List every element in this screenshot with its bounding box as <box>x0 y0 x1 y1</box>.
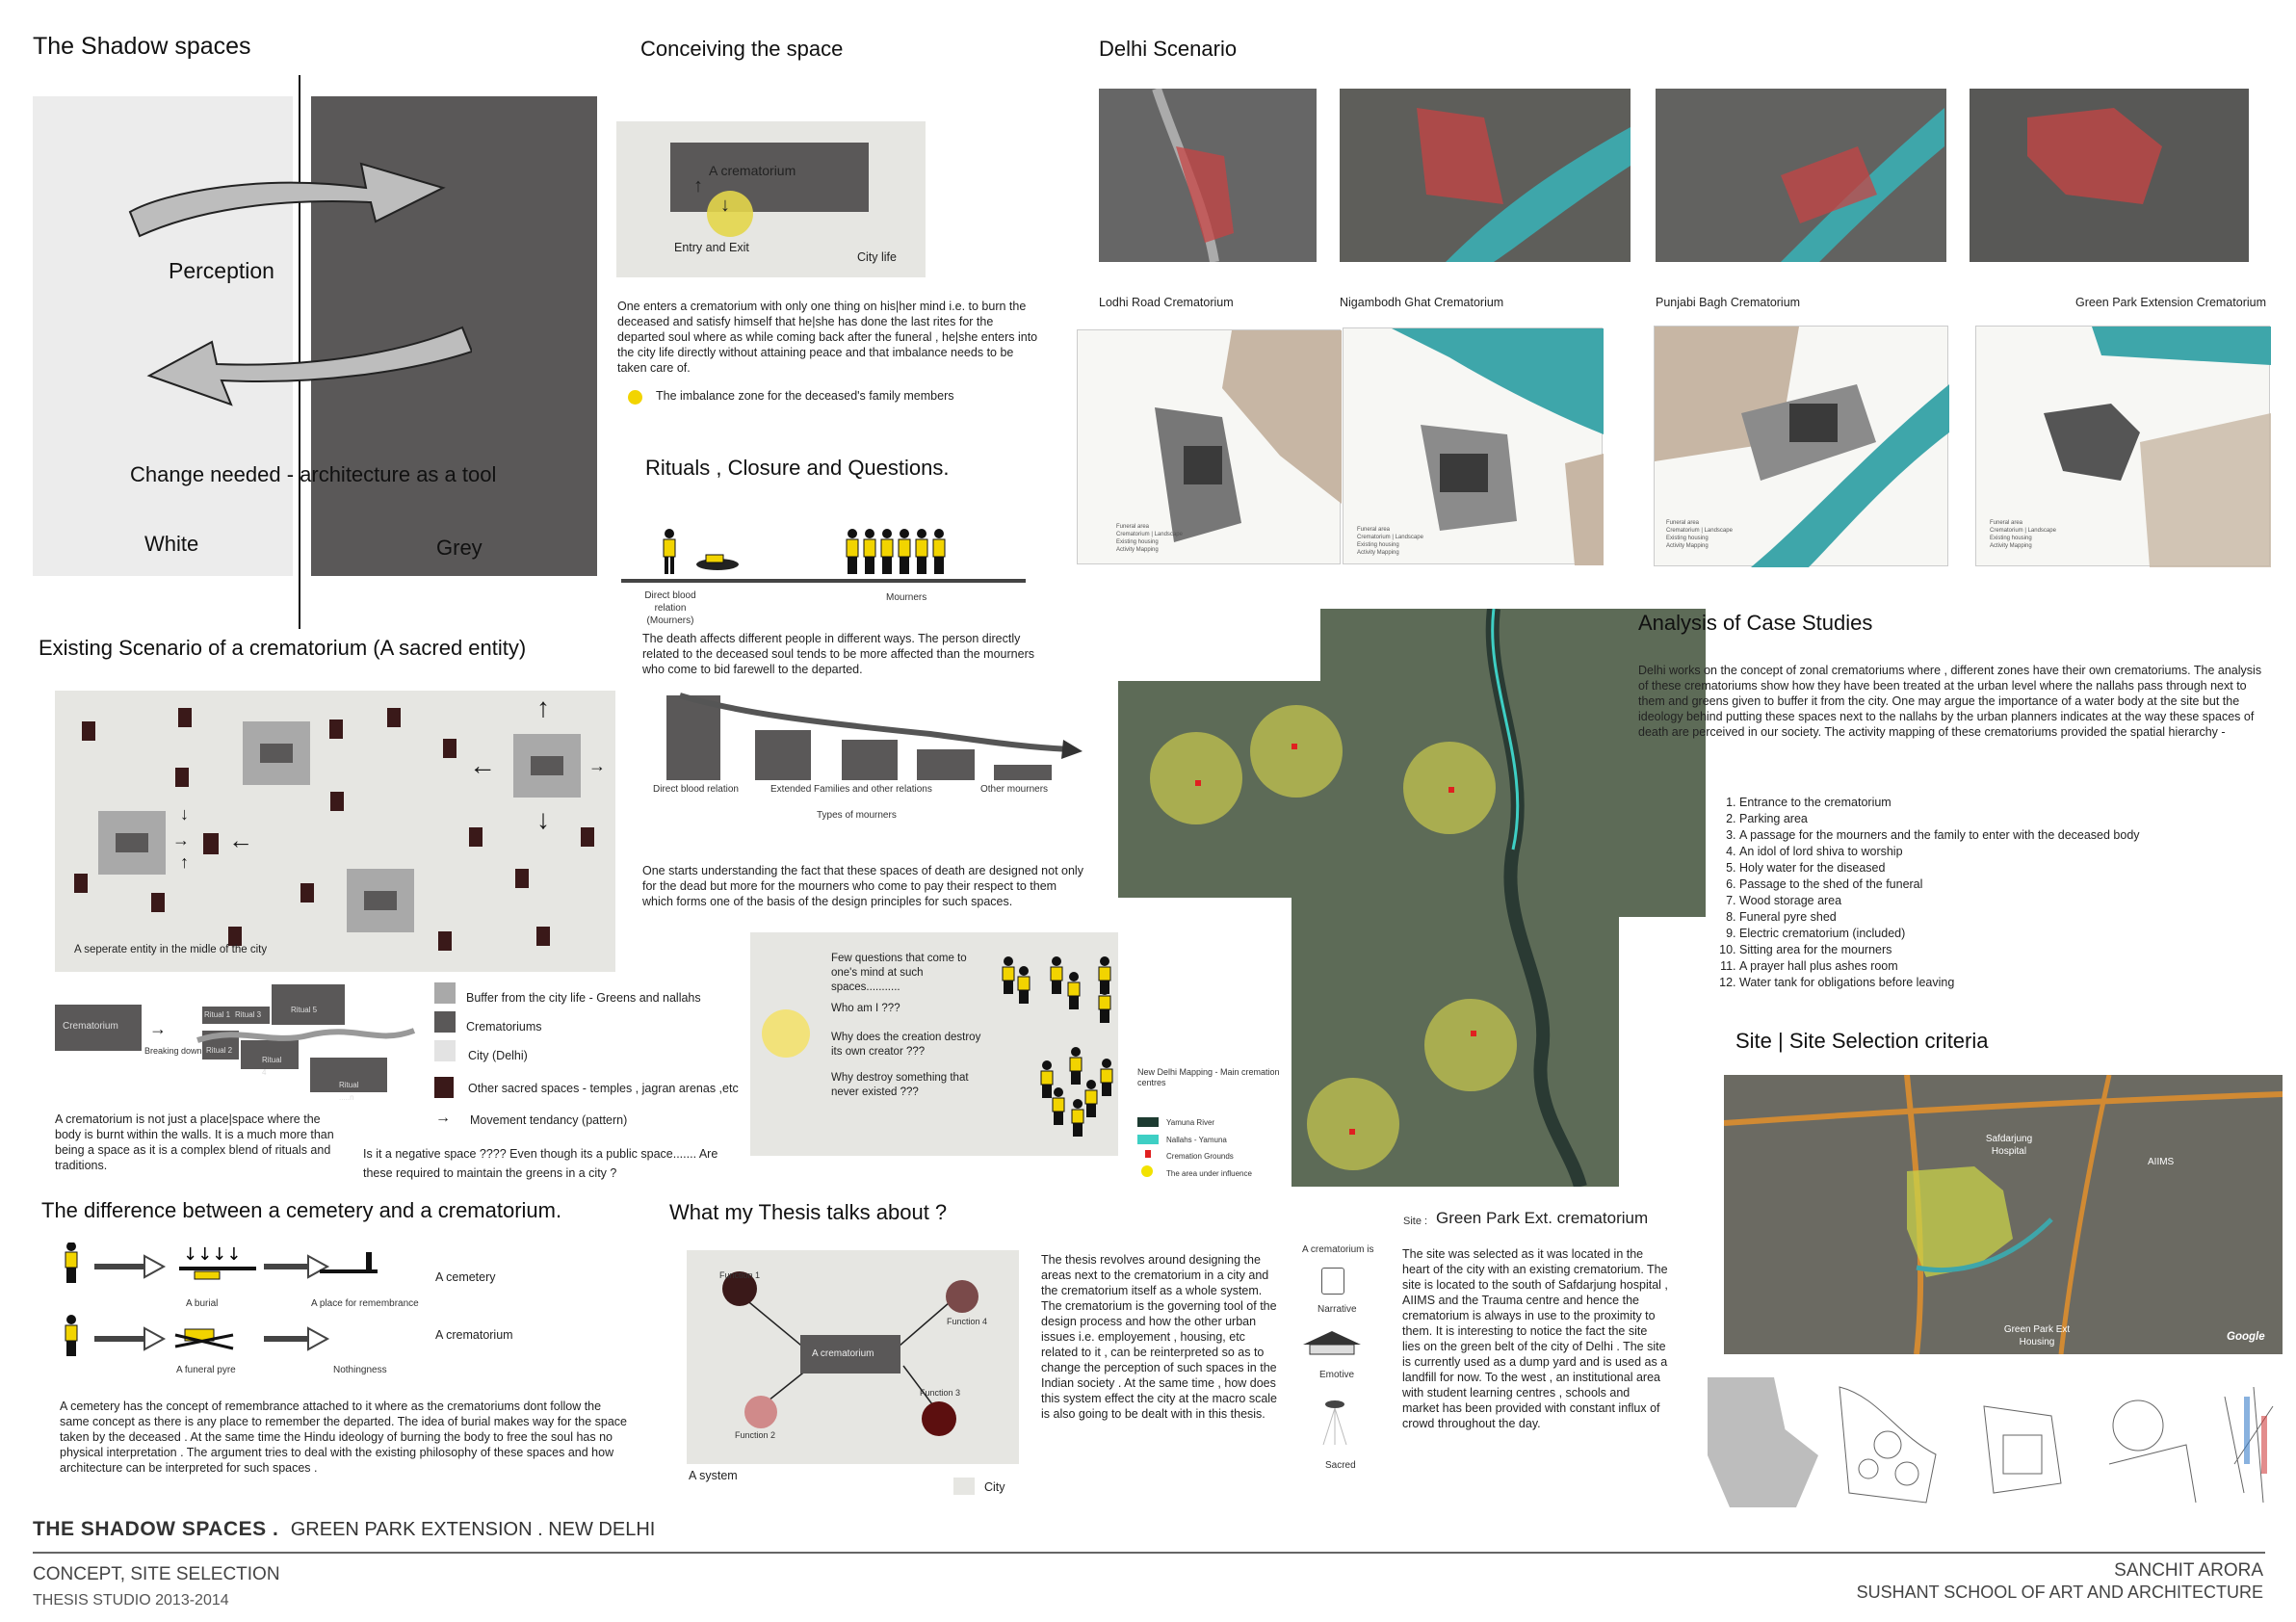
nothingness-label: Nothingness <box>333 1365 387 1375</box>
legend-dot <box>628 390 642 405</box>
google-watermark: Google <box>2227 1331 2265 1343</box>
list-item: 12. Water tank for obligations before leaving <box>1739 975 2257 991</box>
caption-punjabi: Punjabi Bagh Crematorium <box>1656 296 1801 309</box>
lodhi-map-legend: Funeral area Crematorium | Landscape Existing housing Activity Mapping <box>1116 524 1183 553</box>
questions-panel <box>750 932 1145 1156</box>
pyre-label: A funeral pyre <box>176 1365 236 1375</box>
exit-arrow-icon: ↓ <box>720 195 730 216</box>
delhi-title: Delhi Scenario <box>1099 37 1238 61</box>
list-item: 6. Passage to the shed of the funeral <box>1739 876 2257 893</box>
question-2: Why does the creation destroy its own creator ??? <box>831 1032 981 1058</box>
bar-label-other: Other mourners <box>980 784 1049 795</box>
legend-sacred: Other sacred spaces - temples , jagran arenas ,etc <box>468 1082 739 1095</box>
conceive-title: Conceiving the space <box>640 37 844 61</box>
entry-arrow-icon: ↑ <box>693 175 703 196</box>
function-1-label: Function 1 <box>719 1270 761 1280</box>
list-item: 3. A passage for the mourners and the family to enter with the deceased body <box>1739 827 2257 844</box>
outward-arrow-right-icon: → <box>588 756 606 775</box>
system-label: A system <box>689 1469 738 1482</box>
legend-buffer: Buffer from the city life - Greens and nallahs <box>466 991 701 1005</box>
housing-label: Green Park Ext Housing <box>2003 1324 2071 1347</box>
bar-label-direct: Direct blood relation <box>653 784 739 795</box>
rituals-paragraph: The death affects different people in different ways. The person directly related to the deceased soul tends to be more affected than the mourners who come to bid farewell to the departed. <box>642 632 1034 676</box>
inward-arrow-right-icon: → <box>172 830 190 850</box>
legend-nallahs: Nallahs - Yamuna <box>1166 1136 1227 1144</box>
outward-arrow-up-icon: ↑ <box>536 693 550 722</box>
burial-label: A burial <box>186 1298 219 1309</box>
conceive-paragraph: One enters a crematorium with only one thing on his|her mind i.e. to burn the deceased and satisfy himself that he|she has done the last rites for the departed soul where as while coming back after the funeral , he|she enters into the city life directly without attaining peace and that imbalance needs to be taken care of. <box>617 300 1038 375</box>
direct-relation-label: Direct blood relation (Mourners) <box>644 590 696 626</box>
crematorium-block-label: Crematorium <box>63 1021 118 1032</box>
legend-swatch-crematoriums <box>434 1011 456 1033</box>
breaking-arrow-icon: → <box>149 1019 167 1038</box>
sacred-icon <box>1316 1397 1354 1454</box>
analysis-paragraph: Delhi works on the concept of zonal crematoriums where , different zones have their own crematoriums. The analysis of these crematoriums show how they have been treated at the urban level where the nallahs pass through next to them and greens given to buffer it from the city. One may argue the importance of a water body at the site but the ideology behind putting these spaces next to the nallahs by the urban planners indicates at the way these spaces of death are perceived in our society. The activity mapping of these crematoriums provided the spatial hierarchy - <box>1638 664 2262 739</box>
imbalance-zone <box>707 191 753 237</box>
perception-label: Perception <box>169 258 274 283</box>
footer-title-row <box>33 1518 655 1541</box>
list-item: 1. Entrance to the crematorium <box>1739 795 2257 811</box>
questions-intro: Few questions that come to one's mind at such spaces........... <box>831 953 967 993</box>
site-title: Site | Site Selection criteria <box>1735 1029 1989 1053</box>
analysis-title: Analysis of Case Studies <box>1638 611 1873 635</box>
punjabi-map-legend: Funeral area Crematorium | Landscape Existing housing Activity Mapping <box>1666 520 1733 549</box>
system-core <box>800 1335 900 1373</box>
system-diagram <box>687 1250 1019 1482</box>
difference-paragraph: A cemetery has the concept of remembrance attached to it where as the crematoriums dont follow the same concept as there is any place to remember the departed. The idea of burial makes way for the space taken by the deceased . At the same time the Hindu ideology of burning the body to free the soul has no physical interpretation . The argument tries to deal with the existing philosophy of these spaces and how architecture can be interpreted for such spaces . <box>60 1400 627 1475</box>
map-punjabi <box>1654 326 1948 566</box>
outward-arrow-left-icon: ← <box>469 750 496 780</box>
caption-greenpark: Green Park Extension Crematorium <box>2075 296 2266 309</box>
rituals-title: Rituals , Closure and Questions. <box>645 456 950 480</box>
imbalance-legend: The imbalance zone for the deceased's family members <box>656 389 954 403</box>
list-item: 7. Wood storage area <box>1739 893 2257 909</box>
aiims-label: AIIMS <box>2148 1157 2175 1167</box>
svg-text:↓↓↓↓: ↓↓↓↓ <box>183 1244 242 1265</box>
legend-swatch-city <box>434 1040 456 1061</box>
footer-subtitle: GREEN PARK EXTENSION . NEW DELHI <box>290 1519 656 1540</box>
footer-school: SUSHANT SCHOOL OF ART AND ARCHITECTURE <box>1856 1583 2263 1602</box>
perception-arrows <box>125 144 472 433</box>
function-2-label: Function 2 <box>735 1430 776 1440</box>
new-delhi-heading: New Delhi Mapping - Main cremation centres <box>1137 1067 1280 1087</box>
legend-crematoriums: Crematoriums <box>466 1020 542 1033</box>
existing-question: Is it a negative space ???? Even though its a public space....... Are these required to maintain the greens in a city ? <box>363 1147 718 1180</box>
crematorium-label: A crematorium <box>435 1328 513 1342</box>
spatial-hierarchy-list <box>1718 795 2257 991</box>
mourners-label: Mourners <box>886 592 927 603</box>
nigambodh-map-legend: Funeral area Crematorium | Landscape Existing housing Activity Mapping <box>1357 527 1423 556</box>
aerial-greenpark <box>1970 89 2249 262</box>
ritual-5: Ritual 5 <box>291 1006 318 1014</box>
ritual-n: Ritual .....n <box>339 1081 359 1102</box>
legend-swatch-sacred <box>434 1077 454 1098</box>
list-item: 11. A prayer hall plus ashes room <box>1739 958 2257 975</box>
rituals-paragraph-2: One starts understanding the fact that these spaces of death are designed not only for the dead but more for the mourners who come to pay their respect to them which forms one of the basis of the design principles for such spaces. <box>642 864 1083 908</box>
crematorium-block <box>55 1005 142 1051</box>
bar-axis-label: Types of mourners <box>817 810 897 821</box>
map-nigambodh <box>1343 327 1603 564</box>
site-name: Green Park Ext. crematorium <box>1436 1209 1649 1227</box>
emotive-label: Emotive <box>1319 1370 1355 1380</box>
function-4-label: Function 4 <box>947 1317 988 1326</box>
grey-label: Grey <box>436 536 483 560</box>
site-prefix: Site : <box>1403 1216 1428 1227</box>
cemetery-label: A cemetery <box>435 1270 496 1284</box>
legend-yamuna: Yamuna River <box>1166 1118 1215 1127</box>
legend-movement: Movement tendancy (pattern) <box>470 1113 628 1127</box>
site-satellite-map <box>1724 1075 2283 1354</box>
difference-title: The difference between a cemetery and a crematorium. <box>41 1198 562 1222</box>
aerial-lodhi <box>1099 89 1317 262</box>
thesis-paragraph: The thesis revolves around designing the areas next to the crematorium in a city and the crematorium itself as a whole system. The crematorium is the governing tool of the design process and how the other urban issues i.e. employement , housing, etc related to it , can be reinterpreted so as to change the perception of such spaces in the Indian society . At the same time , how does this system effect the city at the macro scale is also going to be dealt with in this thesis. <box>1041 1253 1278 1421</box>
movement-arrow-icon: → <box>435 1110 451 1126</box>
site-paragraph: The site was selected as it was located in the heart of the city with an existing crematorium. The site is located to the south of Safdarjung hospital , AIIMS and the Trauma centre and hence the crematorium is always in use to the proximity to them. It is interesting to notice the fact the site lies on the green belt of the city of Delhi . The site is currently used as a dump yard and is used as a landfill for now. To the west , an institutional area with student learning centres , schools and market has been provided with constant influx of crowd throughout the day. <box>1402 1247 1668 1430</box>
footer-studio: THESIS STUDIO 2013-2014 <box>33 1592 229 1609</box>
narrative-label: Narrative <box>1318 1304 1357 1315</box>
list-item: 8. Funeral pyre shed <box>1739 909 2257 926</box>
new-delhi-satellite-map <box>1118 609 1706 1187</box>
conceive-diagram <box>616 121 926 277</box>
mourners-figures <box>621 528 1026 586</box>
inward-arrow-up-icon: ↑ <box>180 852 189 872</box>
crematorium-box-label: A crematorium <box>709 163 796 178</box>
map-greenpark <box>1975 326 2270 566</box>
shadow-title: The Shadow spaces <box>33 33 251 60</box>
greenpark-map-legend: Funeral area Crematorium | Landscape Existing housing Activity Mapping <box>1990 520 2056 549</box>
caption-lodhi: Lodhi Road Crematorium <box>1099 296 1234 309</box>
remembrance-label: A place for remembrance <box>311 1298 419 1309</box>
city-legend: City <box>984 1480 1005 1494</box>
existing-caption: A seperate entity in the midle of the city <box>74 944 268 955</box>
city-swatch <box>953 1478 975 1495</box>
thesis-title: What my Thesis talks about ? <box>669 1200 948 1224</box>
ritual-4: Ritual 4 <box>262 1056 282 1077</box>
caption-nigambodh: Nigambodh Ghat Crematorium <box>1340 296 1504 309</box>
site-sketches <box>1820 1377 2283 1512</box>
ritual-3-small: Ritual 3 <box>235 1010 262 1019</box>
list-item: 4. An idol of lord shiva to worship <box>1739 844 2257 860</box>
aerial-punjabi <box>1656 89 1946 262</box>
bar-label-extended: Extended Families and other relations <box>770 784 932 795</box>
footer-concept: CONCEPT, SITE SELECTION <box>33 1564 280 1584</box>
function-3-label: Function 3 <box>920 1388 961 1398</box>
footer-rule <box>33 1552 2265 1554</box>
change-label: Change needed - architecture as a tool <box>130 462 497 486</box>
aerial-nigambodh <box>1340 89 1631 262</box>
list-item: 5. Holy water for the diseased <box>1739 860 2257 876</box>
city-life-label: City life <box>857 250 897 264</box>
list-item: 2. Parking area <box>1739 811 2257 827</box>
legend-influence: The area under influence <box>1166 1169 1252 1178</box>
site-figure-ground <box>1708 1377 1818 1507</box>
outward-arrow-down-icon: ↓ <box>536 804 550 834</box>
ritual-2: Ritual 2 <box>206 1046 233 1055</box>
question-1: Who am I ??? <box>831 1003 900 1014</box>
white-label: White <box>144 532 199 556</box>
existing-title: Existing Scenario of a crematorium (A sacred entity) <box>39 636 527 660</box>
list-item: 9. Electric crematorium (included) <box>1739 926 2257 942</box>
question-3: Why destroy something that never existed ??? <box>831 1072 969 1098</box>
thinking-figure-icon <box>762 1009 810 1058</box>
entry-exit-label: Entry and Exit <box>674 241 749 254</box>
footer-title: THE SHADOW SPACES . <box>33 1518 279 1540</box>
map-lodhi <box>1077 329 1341 564</box>
existing-paragraph: A crematorium is not just a place|space where the body is burnt within the walls. It is a much more than being a space as it is a complex blend of rituals and traditions. <box>55 1112 334 1172</box>
crematorium-is-label: A crematorium is <box>1302 1244 1374 1255</box>
sacred-label: Sacred <box>1325 1460 1356 1471</box>
inward-arrows-icon: ↓ <box>180 804 189 824</box>
ritual-1: Ritual 1 <box>204 1010 231 1019</box>
inward-arrow-left-icon: ← <box>228 825 253 854</box>
legend-city: City (Delhi) <box>468 1049 528 1062</box>
breaking-label: Breaking down <box>144 1046 202 1056</box>
hospital-label: Safdarjung Hospital <box>1985 1134 2033 1157</box>
emotive-icon <box>1298 1327 1366 1366</box>
legend-swatch-buffer <box>434 982 456 1004</box>
ritual-path-arrow <box>193 1016 424 1055</box>
existing-diagram <box>55 691 615 972</box>
footer-author: SANCHIT ARORA <box>2114 1560 2263 1581</box>
mourners-bar-chart <box>641 684 1084 780</box>
legend-cremation-grounds: Cremation Grounds <box>1166 1152 1234 1161</box>
narrative-icon <box>1321 1268 1344 1295</box>
system-core-label: A crematorium <box>812 1348 874 1359</box>
list-item: 10. Sitting area for the mourners <box>1739 942 2257 958</box>
